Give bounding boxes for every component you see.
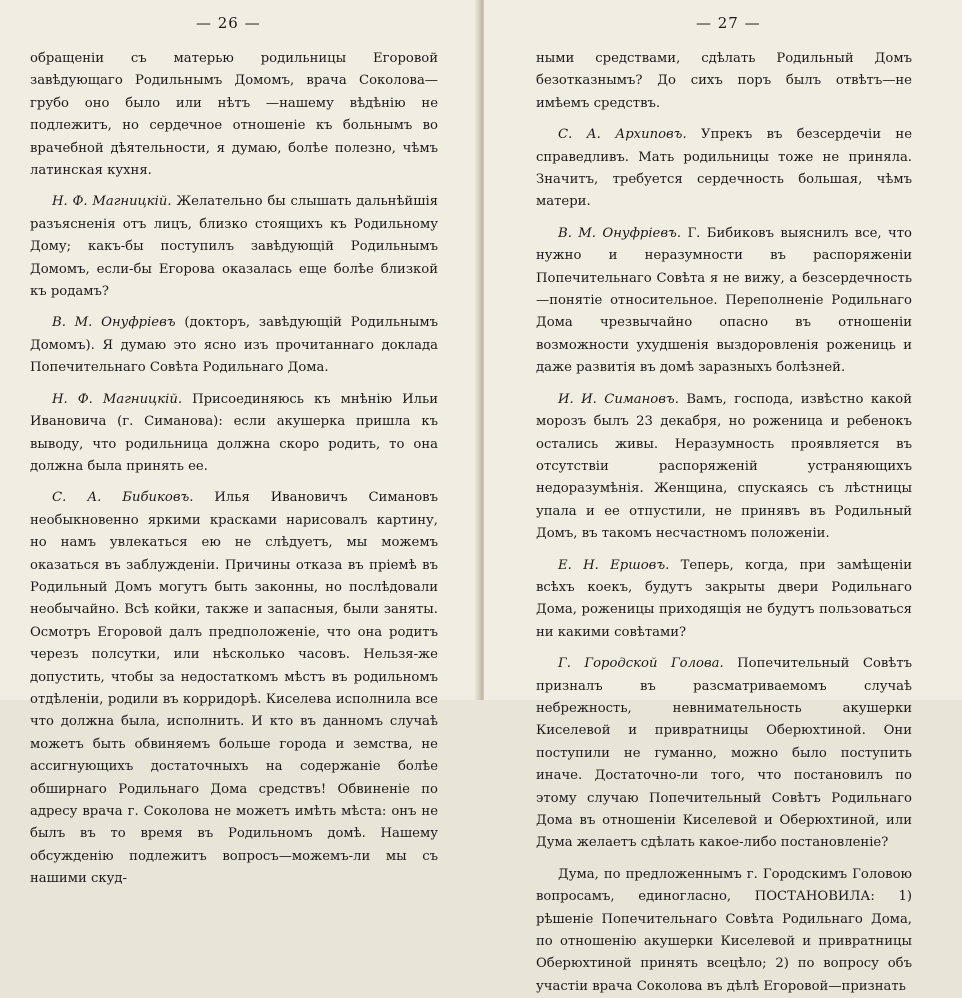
speaker-name: В. М. Онуфріевъ [52, 315, 176, 331]
paragraph [30, 312, 438, 379]
paragraph-text: Присоединяюсь къ мнѣнію Ильи Ивановича (г. Симанова): если акушерка пришла къ выводу, что родильница должна скоро родить, то она должна была принять ее. [30, 391, 438, 474]
paragraph [536, 223, 912, 380]
paragraph-text: Теперь, когда, при замѣщеніи всѣхъ коекъ, будутъ закрыты двери Родильнаго Дома, роженицы приходящія не будутъ пользоваться ни какими совѣтами? [536, 557, 912, 640]
page-number: — 27 — [696, 14, 761, 32]
paragraph-text: Упрекъ въ безсердечіи не справедливъ. Мать родильницы тоже не приняла. Значитъ, требуется сердечность большая, чѣмъ матери. [536, 127, 912, 210]
left-page [0, 0, 480, 887]
paragraph-text: Г. Бибиковъ выяснилъ все, что нужно и неразумности въ распоряженіи Попечительнаго Совѣта я не вижу, а безсердечность—понятіе относительное. Переполненіе Родильнаго Дома чрезвычайно опасно въ отношеніи возможности ухудшенія выздоровленія рожениць и даже развитія въ домѣ заразныхъ болѣзней. [536, 225, 912, 376]
paragraph-text: Вамъ, господа, извѣстно какой морозъ былъ 23 декабря, но роженица и ребенокъ остались живы. Неразумность проявляется въ отсутствіи распоряженій устраняющихъ недоразумѣнія. Женщина, спускаясь съ лѣстницы упала и ее отпустили, не принявъ въ Родильный Домъ, въ такомъ несчастномъ положеніи. [536, 391, 912, 542]
paragraph-text: (докторъ, завѣдующій Родильнымъ Домомъ). Я думаю это ясно изъ прочитаннаго доклада Попечительнаго Совѣта Родильнаго Дома. [30, 315, 438, 376]
paragraph [536, 864, 912, 998]
paragraph [30, 191, 438, 303]
paragraph [536, 555, 912, 645]
speaker-name: Н. Ф. Магницкій. [52, 194, 172, 210]
right-page [484, 0, 962, 994]
paragraph-text: Илья Ивановичъ Симановъ необыкновенно яркими красками нарисовалъ картину, но намъ увлекаться ею не слѣдуетъ, мы можемъ оказаться въ заблужденіи. Причины отказа въ пріемѣ въ Родильный Домъ могутъ быть законны, но послѣдовали необычайно. Всѣ койки, также и запасныя, были заняты. Осмотръ Егоровой далъ предположеніе, что она родитъ черезъ полсутки, или нѣсколько часовъ. Нельзя-же допустить, чтобы за недостаткомъ мѣстъ въ родильномъ отдѣленіи, родили въ корридорѣ. Киселева исполнила все что должна была, исполнить. И кто въ данномъ случаѣ можетъ быть обвиняемъ больше города и земства, не ассигнующихъ достаточныхъ на содержаніе болѣе обширнаго Родильнаго Дома средствъ! Обвиненіе по адресу врача г. Соколова не можетъ имѣть мѣста: онъ не былъ въ то время въ Родильномъ домѣ. Нашему обсужденію подлежитъ вопросъ—можемъ-ли мы съ нашими скуд- [30, 490, 438, 887]
paragraph [536, 653, 912, 855]
speaker-name: С. А. Бибиковъ. [52, 490, 194, 506]
paragraph-text: Желательно бы слышать дальнѣйшія разъясненія отъ лицъ, близко стоящихъ къ Родильному Дому; какъ-бы поступилъ завѣдующій Родильнымъ Домомъ, если-бы Егорова оказалась еще болѣе близкой къ родамъ? [30, 194, 438, 300]
paragraph [536, 48, 912, 115]
speaker-name: Н. Ф. Магницкій. [52, 391, 183, 407]
paragraph-text: Попечительный Совѣтъ призналъ въ разсматриваемомъ случаѣ небрежность, невнимательность акушерки Киселевой и привратницы Оберюхтиной. Они поступили не гуманно, можно было поступить иначе. Достаточно-ли того, что постановилъ по этому случаю Попечительный Совѣтъ Родильнаго Дома въ отношеніи Киселевой и Оберюхтиной, или Дума желаетъ сдѣлать какое-либо постановленіе? [536, 656, 912, 851]
paragraph [30, 389, 438, 479]
page-number: — 26 — [196, 14, 261, 32]
speaker-name: С. А. Архиповъ. [558, 127, 687, 143]
speaker-name: В. М. Онуфріевъ. [558, 225, 682, 241]
paragraph [30, 48, 438, 182]
speaker-name: Г. Городской Голова. [558, 656, 724, 672]
paragraph-text: Дума, по предложеннымъ г. Городскимъ Головою вопросамъ, единогласно, ПОСТАНОВИЛА: 1) рѣшеніе Попечительнаго Совѣта Родильнаго Дома, по отношенію акушерки Киселевой и привратницы Оберюхтиной принять всецѣло; 2) по вопросу объ участіи врача Соколова въ дѣлѣ Егоровой—признать [536, 866, 912, 994]
speaker-name: И. И. Симановъ. [558, 391, 679, 407]
paragraph-text: обращеніи съ матерью родильницы Егоровой завѣдующаго Родильнымъ Домомъ, врача Соколова—грубо оно было или нѣтъ —нашему вѣдѣнію не подлежитъ, но сердечное отношеніе къ больнымъ во врачебной дѣятельности, я думаю, болѣе полезно, чѣмъ латинская кухня. [30, 51, 438, 179]
paragraph [536, 389, 912, 546]
paragraph-text: ными средствами, сдѣлать Родильный Домъ безотказнымъ? До сихъ поръ былъ отвѣтъ—не имѣемъ средствъ. [536, 51, 912, 111]
speaker-name: Е. Н. Ершовъ. [558, 557, 670, 573]
paragraph [30, 487, 438, 890]
paragraph [536, 124, 912, 214]
